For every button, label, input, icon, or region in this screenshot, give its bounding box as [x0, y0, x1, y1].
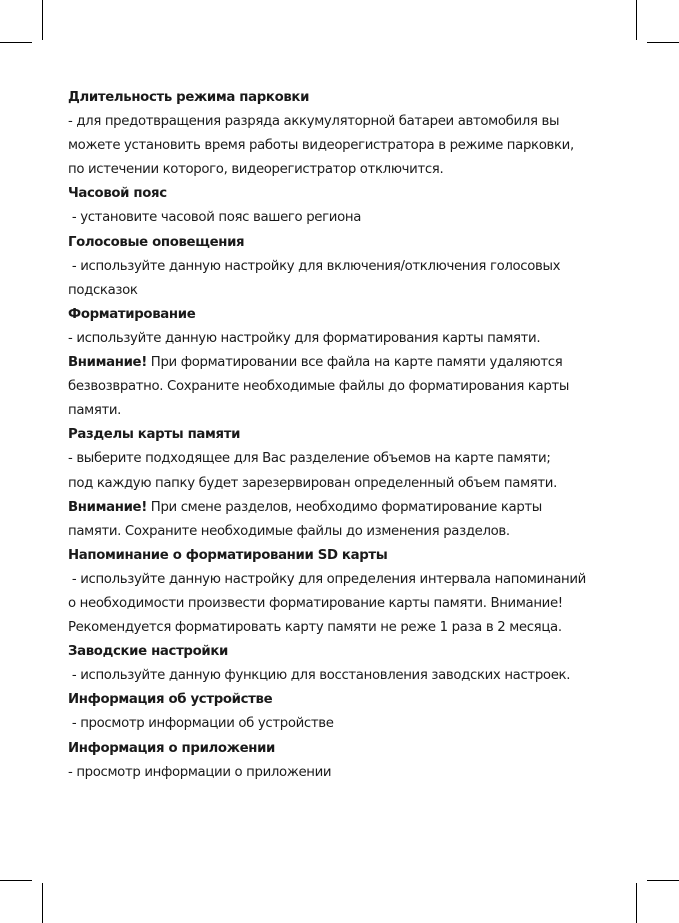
section-text-line: можете установить время работы видеорегистратора в режиме парковки,	[68, 138, 574, 154]
crop-mark-bottom-left-horizontal	[0, 880, 32, 881]
warning-text: При смене разделов, необходимо форматирование карты	[146, 499, 542, 515]
section-heading-format-reminder: Напоминание о форматировании SD карты	[68, 547, 388, 563]
settings-description-text	[68, 86, 628, 785]
section-text-line: под каждую папку будет зарезервирован определенный объем памяти.	[68, 475, 557, 491]
section-heading-formatting: Форматирование	[68, 306, 196, 322]
section-text-line: - просмотр информации о приложении	[68, 764, 332, 780]
section-text-line: подсказок	[68, 282, 138, 298]
section-heading-factory-settings: Заводские настройки	[68, 644, 228, 660]
warning-line	[68, 351, 628, 375]
crop-mark-bottom-right-vertical	[636, 883, 637, 923]
section-text-line: - используйте данную функцию для восстановления заводских настроек.	[68, 668, 571, 684]
section-text-line: по истечении которого, видеорегистратор отключится.	[68, 162, 444, 178]
section-text-line: памяти.	[68, 403, 122, 419]
section-text-line: - используйте данную настройку для определения интервала напоминаний	[68, 571, 586, 587]
section-heading-device-info: Информация об устройстве	[68, 692, 273, 708]
warning-label: Внимание!	[68, 499, 147, 515]
warning-label: Внимание!	[68, 355, 147, 371]
section-text-line: - установите часовой пояс вашего региона	[68, 210, 361, 226]
section-heading-memory-partitions: Разделы карты памяти	[68, 427, 241, 443]
section-text-line: - используйте данную настройку для включения/отключения голосовых	[68, 258, 561, 274]
section-text-line: - просмотр информации об устройстве	[68, 716, 334, 732]
crop-mark-top-right-vertical	[636, 0, 637, 40]
section-heading-timezone: Часовой пояс	[68, 186, 167, 202]
section-text-line: о необходимости произвести форматирование карты памяти. Внимание!	[68, 595, 563, 611]
crop-mark-top-right-horizontal	[647, 42, 679, 43]
section-heading-voice-alerts: Голосовые оповещения	[68, 234, 245, 250]
section-text-line: памяти. Сохраните необходимые файлы до изменения разделов.	[68, 523, 510, 539]
warning-line	[68, 496, 628, 520]
section-text-line: Рекомендуется форматировать карту памяти не реже 1 раза в 2 месяца.	[68, 620, 562, 636]
warning-text: При форматировании все файла на карте памяти удаляются	[146, 355, 563, 371]
crop-mark-top-left-vertical	[42, 0, 43, 40]
section-text-line: безвозвратно. Сохраните необходимые файлы до форматирования карты	[68, 379, 569, 395]
crop-mark-bottom-right-horizontal	[647, 880, 679, 881]
section-text-line: - используйте данную настройку для форматирования карты памяти.	[68, 330, 541, 346]
section-heading-app-info: Информация о приложении	[68, 740, 276, 756]
section-heading-parking-duration: Длительность режима парковки	[68, 90, 310, 105]
crop-mark-bottom-left-vertical	[42, 883, 43, 923]
crop-mark-top-left-horizontal	[0, 42, 32, 43]
section-text-line: - для предотвращения разряда аккумуляторной батареи автомобиля вы	[68, 114, 560, 130]
section-text-line: - выберите подходящее для Вас разделение объемов на карте памяти;	[68, 451, 551, 467]
